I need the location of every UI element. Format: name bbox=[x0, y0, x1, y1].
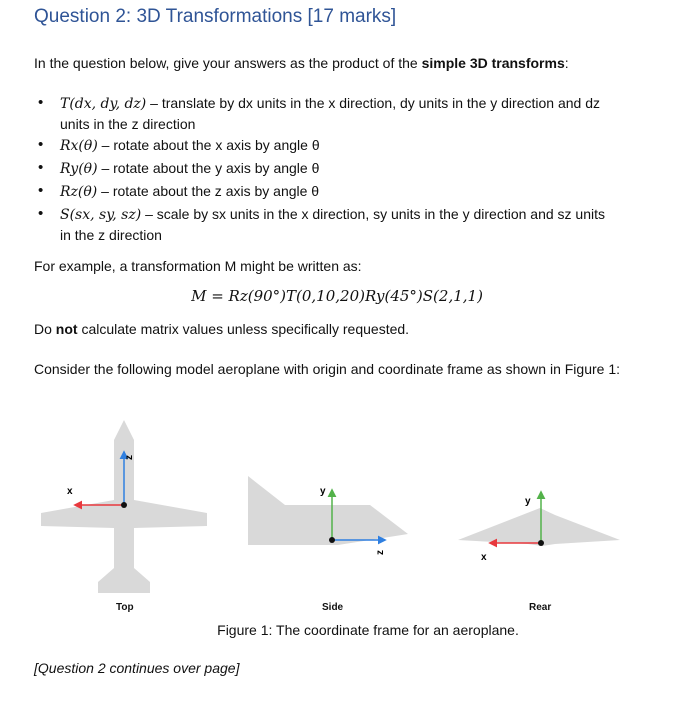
transform-symbol: Rx(θ) bbox=[60, 138, 98, 154]
example-formula bbox=[0, 287, 674, 305]
side-y-label: y bbox=[320, 486, 326, 497]
note-bold: not bbox=[55, 321, 78, 337]
side-z-label: z bbox=[375, 550, 386, 555]
rear-y-label: y bbox=[525, 496, 531, 507]
note-text: Do bbox=[34, 321, 56, 337]
figure-caption: Figure 1: The coordinate frame for an aeroplane. bbox=[217, 622, 519, 638]
rear-view bbox=[458, 492, 620, 563]
top-z-label: z bbox=[124, 455, 135, 460]
list-item bbox=[34, 157, 644, 180]
transform-desc-cont: units in the z direction bbox=[60, 116, 196, 132]
view-label-side: Side bbox=[322, 602, 344, 613]
side-plane-shape bbox=[248, 476, 408, 545]
intro-paragraph bbox=[34, 54, 569, 73]
top-view bbox=[41, 420, 207, 593]
aeroplane-diagram bbox=[0, 410, 674, 610]
list-item bbox=[34, 203, 644, 245]
intro-bold: simple 3D transforms bbox=[421, 55, 565, 71]
list-item bbox=[34, 180, 644, 203]
side-view bbox=[248, 476, 408, 555]
formula-text: M = Rz(90°)T(0,10,20)Ry(45°)S(2,1,1) bbox=[191, 287, 483, 305]
transform-desc: – rotate about the y axis by angle θ bbox=[97, 160, 320, 176]
top-x-label: x bbox=[67, 486, 73, 497]
transform-list bbox=[34, 92, 644, 245]
transform-desc-cont: in the z direction bbox=[60, 227, 162, 243]
aeroplane-figure bbox=[0, 410, 674, 620]
transform-symbol: T(dx, dy, dz) bbox=[60, 96, 147, 112]
transform-symbol: S(sx, sy, sz) bbox=[60, 207, 142, 223]
intro-end: : bbox=[564, 55, 569, 71]
consider-paragraph: Consider the following model aeroplane with origin and coordinate frame as shown in Figure 1: bbox=[34, 361, 620, 377]
transform-symbol: Rz(θ) bbox=[60, 184, 98, 200]
transform-symbol: Ry(θ) bbox=[60, 161, 98, 177]
page-title: Question 2: 3D Transformations [17 marks] bbox=[34, 6, 397, 27]
note-text-end: calculate matrix values unless specifically requested. bbox=[77, 321, 410, 337]
transform-desc: – rotate about the z axis by angle θ bbox=[97, 183, 320, 199]
rear-x-label: x bbox=[481, 552, 487, 563]
continue-note: [Question 2 continues over page] bbox=[34, 660, 240, 676]
transform-desc: – scale by sx units in the x direction, sy units in the y direction and sz units bbox=[141, 206, 605, 222]
view-label-rear: Rear bbox=[529, 602, 552, 613]
transform-desc: – rotate about the x axis by angle θ bbox=[97, 137, 320, 153]
list-item bbox=[34, 92, 644, 134]
transform-desc: – translate by dx units in the x direction, dy units in the y direction and dz bbox=[146, 95, 600, 111]
note-paragraph bbox=[34, 320, 409, 339]
example-text: For example, a transformation M might be written as: bbox=[34, 258, 362, 274]
view-label-top: Top bbox=[116, 602, 134, 613]
list-item bbox=[34, 134, 644, 157]
intro-text: In the question below, give your answers as the product of the bbox=[34, 55, 422, 71]
